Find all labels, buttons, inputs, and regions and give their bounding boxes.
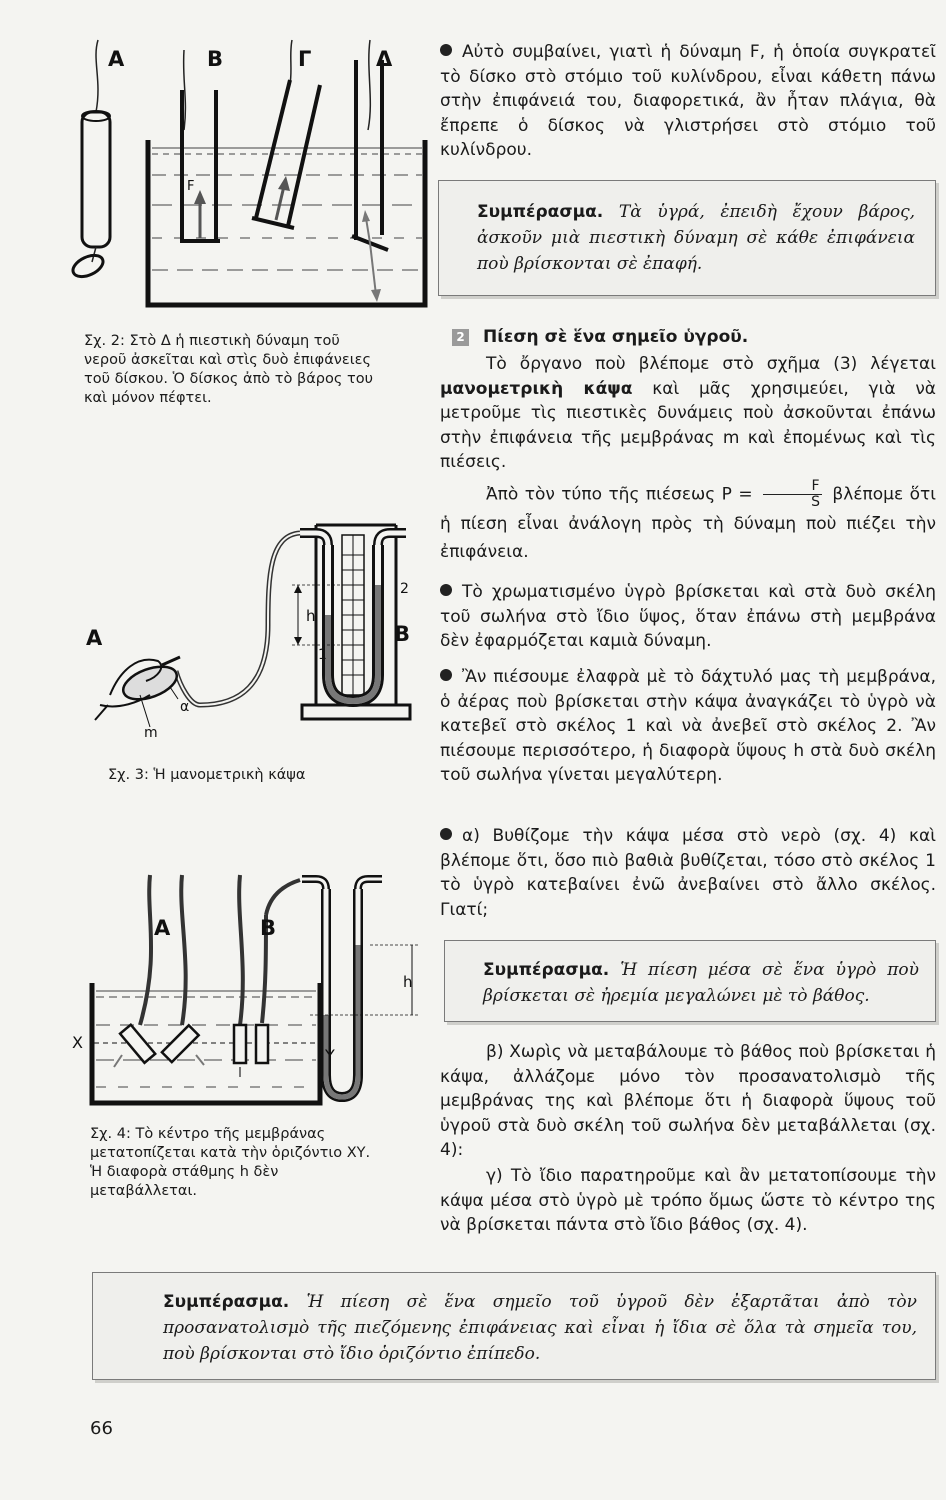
conclusion-2-text: Ἡ πίεση μέσα σὲ ἕνα ὑγρὸ ποὺ βρίσκεται σὲ ἠρεμία μεγαλώνει μὲ τὸ βάθος. <box>483 960 919 1006</box>
fig4-label-a: Α <box>154 916 171 940</box>
paragraph-3-text-b: βλέπομε ὅτι ἡ πίεση εἶναι ἀνάλογη πρὸς τὴ δύναμη ποὺ πιέζει τὴν ἐπιφάνεια. <box>440 484 936 562</box>
conclusion-box-1 <box>438 180 936 296</box>
bullet-icon <box>440 828 452 840</box>
fig3-label-h: h <box>306 607 316 625</box>
page-number: 66 <box>90 1418 113 1439</box>
fig2-label-gamma: Γ <box>298 47 312 71</box>
paragraph-6-text: α) Βυθίζομε τὴν κάψα μέσα στὸ νερὸ (σχ. 4) καὶ βλέπομε ὅτι, ὅσο πιὸ βαθιὰ βυθίζεται, τόσο στὸ σκέλος 1 τὸ ὑγρὸ κατεβαίνει ἐνῶ ἀνεβαίνει στὸ ἄλλο σκέλος. Γιατί; <box>440 826 936 920</box>
conclusion-2-label: Συμπέρασμα. <box>483 960 610 980</box>
fraction-denominator: S <box>811 494 820 510</box>
fig3-label-alpha: α <box>180 699 190 715</box>
conclusion-box-3 <box>92 1272 936 1380</box>
conclusion-box-2 <box>444 940 936 1022</box>
paragraph-3-text-a: Ἀπὸ τὸν τύπο τῆς πιέσεως P = <box>486 484 753 505</box>
paragraph-1-text: Αὐτὸ συμβαίνει, γιατὶ ἡ δύναμη F, ἡ ὁποία συγκρατεῖ τὸ δίσκο στὸ στόμιο τοῦ κυλίνδρου, εἶναι κάθετη πάνω στὴν ἐπιφάνειά του, διαφορετικά, ἂν ἦταν πλάγια, θὰ ἔπρεπε ὁ δίσκος νὰ γλιστρήσει στὸ στόμιο τοῦ κυλίνδρου. <box>440 42 936 160</box>
fig2-force-label: F <box>187 179 195 194</box>
bullet-icon <box>440 584 452 596</box>
fig2-label-delta: Δ <box>376 47 393 71</box>
conclusion-3-label: Συμπέρασμα. <box>163 1292 290 1312</box>
fig2-label-b: Β <box>207 47 224 71</box>
paragraph-8-text: γ) Τὸ ἴδιο παρατηροῦμε καὶ ἂν μετατοπίσουμε τὴν κάψα μέσα στὸ ὑγρὸ μὲ τρόπο ὅμως ὥστε τὸ κέντρο της νὰ βρίσκεται πάντα στὸ ἴδιο βάθος (σχ. 4). <box>440 1166 936 1235</box>
fig3-label-2: 2 <box>400 581 409 597</box>
section-number: 2 <box>452 329 469 346</box>
paragraph-manometric-capsule <box>440 352 936 475</box>
section-heading <box>452 327 932 347</box>
paragraph-pressure-formula <box>440 479 936 566</box>
paragraph-4-text: Τὸ χρωματισμένο ὑγρὸ βρίσκεται καὶ στὰ δυὸ σκέλη τοῦ σωλήνα στὸ ἴδιο ὕψος, ὅταν ἐπάνω στὴ μεμβράνα δὲν ἐφαρμόζεται καμιὰ δύναμη. <box>440 582 936 651</box>
figure-4-illustration <box>70 875 420 1105</box>
fig4-label-y: Υ <box>325 1046 335 1065</box>
paragraph-7-text: β) Χωρὶς νὰ μεταβάλουμε τὸ βάθος ποὺ βρίσκεται ἡ κάψα, ἀλλάζομε μόνο τὸν προσανατολισμὸ τῆς μεμβράνας της καὶ βλέπομε ὅτι ἡ διαφορὰ ὕψους τοῦ ὑγροῦ στὰ δυὸ σκέλη τοῦ σωλήνα δὲν μεταβάλλεται (σχ. 4): <box>440 1042 936 1160</box>
bullet-icon <box>440 44 452 56</box>
figure-3-illustration <box>80 505 410 765</box>
paragraph-liquid-level <box>440 580 936 654</box>
paragraph-same-depth <box>440 1164 936 1238</box>
paragraph-2-text-a: Τὸ ὄργανο ποὺ βλέπομε στὸ σχῆμα (3) λέγεται <box>486 354 936 374</box>
conclusion-1-text: Τὰ ὑγρά, ἐπειδὴ ἔχουν βάρος, ἀσκοῦν μιὰ πιεστικὴ δύναμη σὲ κάθε ἐπιφάνεια ποὺ βρίσκονται σὲ ἐπαφή. <box>477 202 915 274</box>
bullet-icon <box>440 669 452 681</box>
figure-4-caption: Σχ. 4: Τὸ κέντρο τῆς μεμβράνας μετατοπίζεται κατὰ τὴν ὁριζόντιο ΧΥ. Ἡ διαφορὰ στάθμης h δὲν μεταβάλλεται. <box>90 1126 371 1199</box>
paragraph-press-membrane <box>440 665 936 788</box>
fraction-numerator: F <box>763 479 822 495</box>
figure-2-illustration <box>70 40 430 310</box>
figure-3-caption: Σχ. 3: Ἡ μανομετρικὴ κάψα <box>108 767 306 783</box>
conclusion-1-label: Συμπέρασμα. <box>477 202 604 222</box>
figure-2-caption: Σχ. 2: Στὸ Δ ἡ πιεστικὴ δύναμη τοῦ νεροῦ ἀσκεῖται καὶ στὶς δυὸ ἐπιφάνειες τοῦ δίσκου. Ὁ δίσκος ἀπὸ τὸ βάρος του καὶ μόνον πέφτει. <box>84 333 373 406</box>
section-title: Πίεση σὲ ἕνα σημεῖο ὑγροῦ. <box>483 327 749 347</box>
fig2-label-a: Α <box>108 47 125 71</box>
fig3-label-a: Α <box>86 626 103 650</box>
fig4-label-h: h <box>403 973 413 991</box>
paragraph-orientation <box>440 1040 936 1163</box>
conclusion-3-text: Ἡ πίεση σὲ ἕνα σημεῖο τοῦ ὑγροῦ δὲν ἐξαρτᾶται ἀπὸ τὸν προσανατολισμὸ τῆς πιεζόμενης ἐπιφάνειας καὶ εἶναι ἡ ἴδια σὲ ὅλα τὰ σημεῖα του, ποὺ βρίσκονται στὸ ἴδιο ὁριζόντιο ἐπίπεδο. <box>163 1292 917 1364</box>
fig3-label-b: Β <box>393 622 410 646</box>
paragraph-force-perpendicular <box>440 40 936 163</box>
paragraph-5-text: Ἂν πιέσουμε ἐλαφρὰ μὲ τὸ δάχτυλό μας τὴ μεμβράνα, ὁ ἀέρας ποὺ βρίσκεται στὴν κάψα ἀναγκάζει τὸ ὑγρὸ νὰ κατεβεῖ στὸ σκέλος 1 καὶ νὰ ἀνεβεῖ στὸ σκέλος 2. Ἂν πιέσουμε περισσότερο, ἡ διαφορὰ ὕψους h στὰ δυὸ σκέλη τοῦ σωλήνα γίνεται μεγαλύτερη. <box>440 667 936 785</box>
term-manometric-capsule: μανομετρικὴ κάψα <box>440 378 633 399</box>
pressure-fraction <box>763 479 822 510</box>
fig4-label-b: Β <box>260 916 277 940</box>
fig3-label-m: m <box>144 725 158 741</box>
fig3-label-1: 1 <box>318 647 327 663</box>
paragraph-2-text-b: καὶ μᾶς χρησιμεύει, γιὰ νὰ μετροῦμε τὶς πιεστικὲς δυνάμεις ποὺ ἀσκοῦνται ἐπάνω στὴν ἐπιφάνεια τῆς μεμβράνας m καὶ ἐπομένως καὶ τὶς πιέσεις. <box>440 378 937 472</box>
paragraph-immerse-capsule <box>440 824 936 922</box>
fig4-label-x: Χ <box>72 1033 83 1052</box>
